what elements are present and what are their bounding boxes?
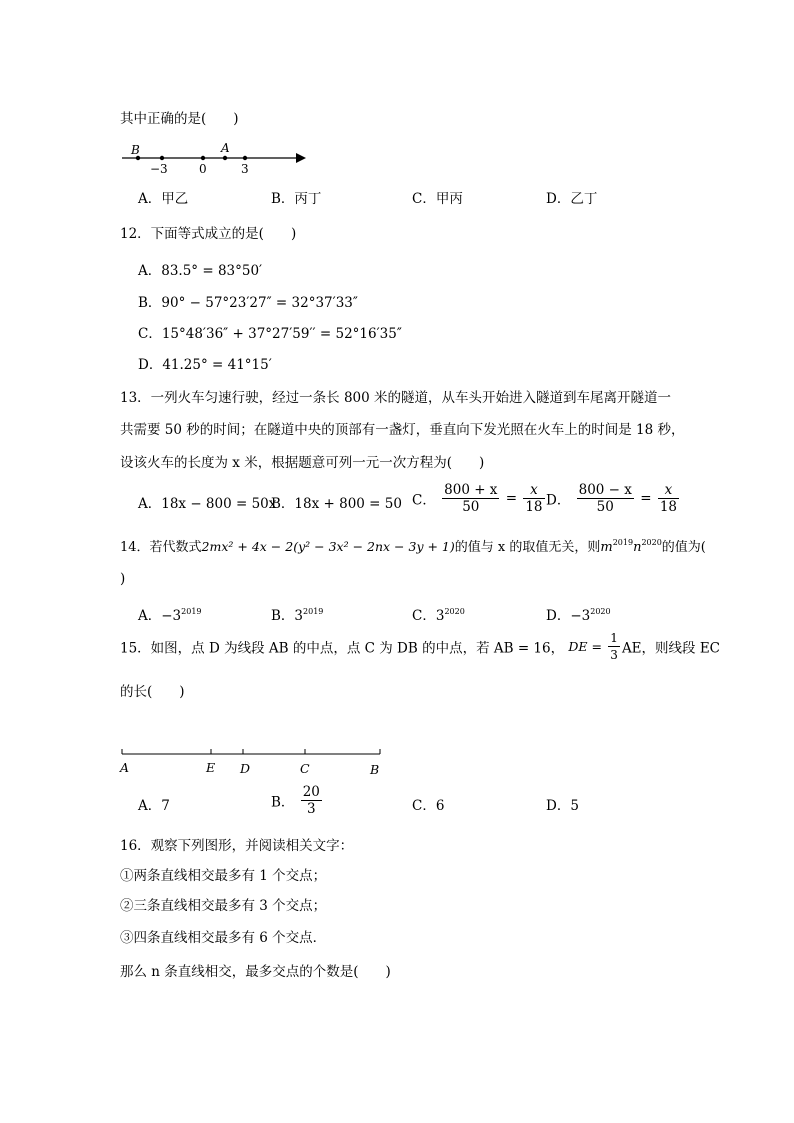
q14-stem-prefix: 14．若代数式	[120, 540, 202, 555]
q11-stem-tail: 其中正确的是( )	[120, 111, 239, 127]
q13d-den-left: 50	[596, 499, 614, 515]
q14-option-c-base: 3	[435, 608, 445, 624]
q13-stem-line2: 共需要 50 秒的时间；在隧道中央的顶部有一盏灯，垂直向下发光照在火车上的时间是 18 秒，	[120, 422, 685, 438]
q13c-den-left: 50	[462, 499, 480, 515]
q14-option-a-base: −3	[161, 608, 182, 624]
q14-option-d-exp: 2020	[590, 607, 611, 616]
q15-option-c[interactable]: C．6	[412, 798, 445, 814]
q14-option-b-exp: 2019	[303, 607, 324, 616]
q13-stem-line3: 设该火车的长度为 x 米，根据题意可列一元一次方程为( )	[120, 455, 485, 471]
q13-option-d[interactable]	[546, 482, 681, 515]
q14-option-a-label: A．	[138, 608, 162, 624]
q16-item-3: ③四条直线相交最多有 6 个交点．	[120, 930, 327, 946]
seg-label-c: C	[300, 761, 310, 776]
q16-item-1: ①两条直线相交最多有 1 个交点；	[120, 868, 327, 884]
q14-expr2-m: m	[600, 540, 613, 555]
label-a: A	[221, 141, 230, 155]
q11-option-c[interactable]: C．甲丙	[412, 191, 463, 207]
q13c-den-right: 18	[525, 499, 543, 515]
seg-label-b: B	[370, 762, 380, 777]
tick-0: 0	[199, 162, 207, 176]
q11-number-line	[118, 140, 318, 180]
q13d-den-right: 18	[659, 499, 677, 515]
seg-label-e: E	[206, 760, 216, 775]
seg-label-d: D	[240, 761, 251, 776]
q15-option-b-label: B．	[271, 794, 295, 811]
q12-option-a[interactable]: A．83.5° = 83°50′	[138, 263, 263, 279]
q13c-num-right: x	[523, 482, 544, 499]
q15-stem-a: 15．如图，点 D 为线段 AB 的中点，点 C 为 DB 的中点，若 AB = 16，	[120, 640, 565, 657]
q14-option-d[interactable]	[546, 604, 611, 624]
q14-option-c[interactable]	[412, 604, 465, 624]
q12-option-c[interactable]: C．15°48′36″ + 37°27′59′′ = 52°16′35″	[138, 326, 402, 342]
q11-option-b[interactable]: B．丙丁	[271, 191, 322, 207]
q15-option-b[interactable]	[271, 784, 324, 817]
arrow-right-icon	[296, 153, 306, 163]
tick-0-dot	[201, 156, 205, 160]
q14-expr2-n-exp: 2020	[641, 538, 662, 547]
q15-option-b-num: 20	[302, 784, 320, 800]
q13-option-c-label: C．	[412, 492, 436, 509]
point-a-dot	[223, 156, 227, 160]
q16-item-2: ②三条直线相交最多有 3 个交点；	[120, 898, 327, 914]
q14-option-b[interactable]	[271, 604, 323, 624]
q14-expr2-n: n	[633, 540, 642, 555]
q14-option-c-exp: 2020	[444, 607, 465, 616]
q14-option-d-base: −3	[570, 608, 591, 624]
q12-stem: 12．下面等式成立的是( )	[120, 226, 297, 242]
q13-option-c-frac-left	[442, 482, 499, 515]
q14-expression: 2mx² + 4x − 2(y² − 3x² − 2nx − 3y + 1)	[201, 539, 455, 554]
q14-option-b-label: B．	[271, 608, 295, 624]
q13-stem-line1: 13．一列火车匀速行驶，经过一条长 800 米的隧道，从车头开始进入隧道到车尾离开隧道一	[120, 390, 672, 406]
q14-stem-suffix: 的值为(	[661, 540, 706, 555]
label-b: B	[131, 143, 140, 157]
q15-stem	[120, 630, 720, 663]
q13d-num-left: 800 − x	[578, 482, 632, 498]
q13d-num-right: x	[658, 482, 679, 499]
q14-option-b-base: 3	[294, 608, 304, 624]
q15-stem-b: AE，则线段 EC	[621, 640, 721, 657]
q14-stem-mid: 的值与 x 的取值无关，则	[454, 540, 601, 555]
q15-frac-den: 3	[610, 648, 618, 662]
q15-option-b-den: 3	[307, 801, 316, 817]
q15-stem-de: DE =	[568, 639, 602, 654]
q14-stem-close: )	[120, 571, 126, 587]
q15-frac-num: 1	[610, 631, 618, 645]
q16-question: 那么 n 条直线相交，最多交点的个数是( )	[120, 964, 391, 980]
tick-neg3-dot	[160, 156, 164, 160]
q13-option-c-frac-right	[523, 482, 544, 515]
q15-segment-figure	[114, 744, 394, 780]
tick-neg3: −3	[150, 162, 168, 176]
q15-option-a[interactable]: A．7	[138, 798, 170, 814]
q14-stem	[120, 536, 706, 555]
q14-option-d-label: D．	[546, 608, 571, 624]
q14-expr2-m-exp: 2019	[612, 538, 634, 547]
q15-stem-fraction	[608, 630, 620, 663]
q13-option-c[interactable]	[412, 482, 547, 515]
q12-option-d[interactable]: D．41.25° = 41°15′	[138, 357, 272, 373]
q13c-equals: =	[505, 490, 518, 507]
q14-option-a[interactable]	[138, 604, 202, 624]
tick-3-dot	[243, 156, 247, 160]
q15-option-b-fraction	[301, 784, 322, 817]
q14-option-a-exp: 2019	[181, 607, 202, 616]
q14-option-c-label: C．	[412, 608, 436, 624]
q15-stem-line2: 的长( )	[120, 684, 185, 700]
q11-option-a[interactable]: A．甲乙	[138, 191, 189, 207]
q13d-equals: =	[640, 490, 652, 507]
q13-option-d-frac-left	[577, 482, 634, 515]
q13-option-d-label: D．	[546, 492, 571, 509]
q13c-num-left: 800 + x	[444, 482, 498, 498]
q16-stem: 16．观察下列图形，并阅读相关文字：	[120, 838, 354, 854]
tick-3: 3	[241, 162, 249, 176]
q12-option-b[interactable]: B．90° − 57°23′27″ = 32°37′33″	[138, 295, 358, 311]
q11-option-d[interactable]: D．乙丁	[546, 191, 598, 207]
q13-option-a[interactable]: A．18x − 800 = 50x	[138, 496, 277, 512]
q13-option-d-frac-right	[658, 482, 679, 515]
q15-option-d[interactable]: D．5	[546, 798, 579, 814]
seg-label-a: A	[120, 760, 130, 775]
q13-option-b[interactable]: B．18x + 800 = 50	[271, 496, 402, 512]
